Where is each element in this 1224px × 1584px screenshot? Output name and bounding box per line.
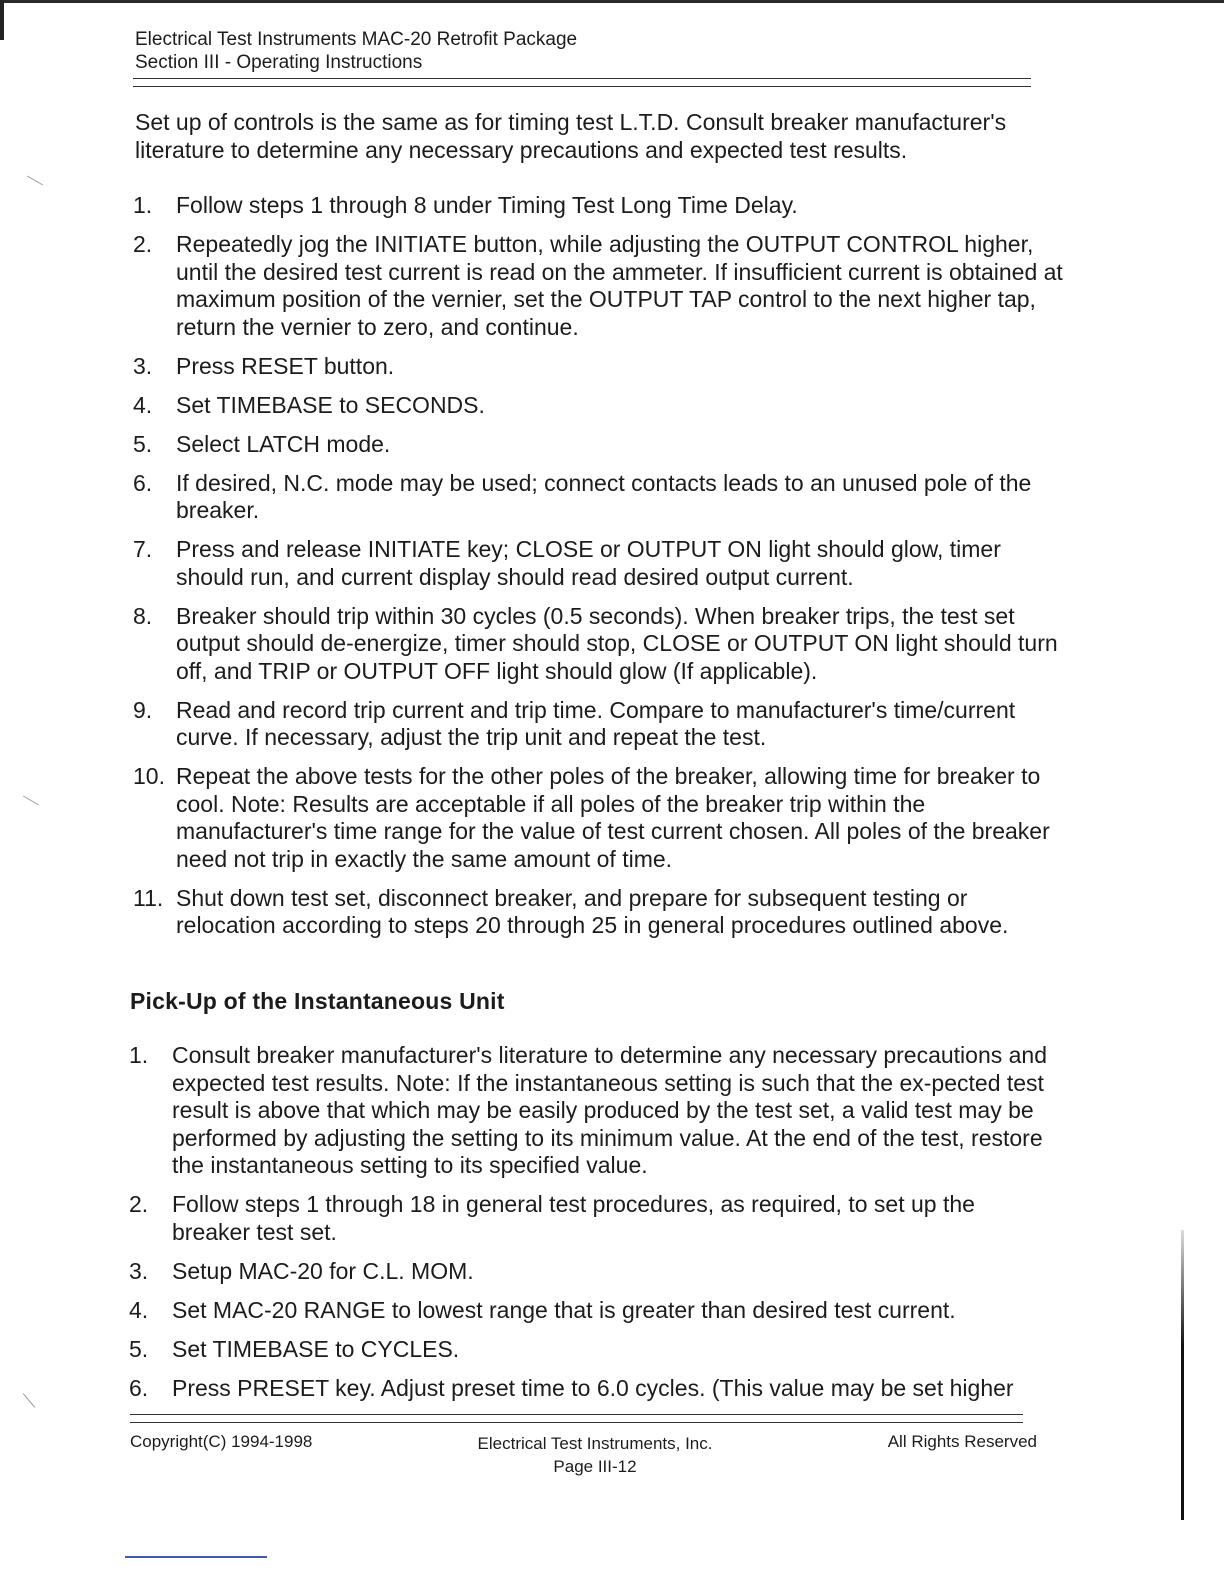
step-text: Setup MAC-20 for C.L. MOM. [172,1257,474,1284]
step-text: Press PRESET key. Adjust preset time to 6.0 cycles. (This value may be set higher [172,1374,1014,1401]
step-text: Follow steps 1 through 8 under Timing Test Long Time Delay. [176,192,798,218]
step-text: Set MAC-20 RANGE to lowest range that is greater than desired test current. [172,1296,956,1323]
step-number: 7. [133,536,153,562]
step-text: Read and record trip current and trip time. Compare to manufacturer's time/current curve. If necessary, adjust the trip unit and repeat the test. [176,696,1016,750]
step-number: 11. [133,884,164,911]
header-section: Section III - Operating Instructions [135,52,423,73]
footer-center [460,1432,730,1478]
step-number: 2. [133,231,153,257]
list-item [129,1258,1049,1286]
step-number: 5. [129,1335,149,1362]
footer-divider [130,1414,1023,1423]
step-text: Select LATCH mode. [176,430,391,457]
footer-copyright: Copyright(C) 1994-1998 [130,1432,313,1451]
step-text: If desired, N.C. mode may be used; connect contacts leads to an unused pole of the breaker. [176,469,1032,523]
step-text: Repeat the above tests for the other poles of the breaker, allowing time for breaker to cool. Note: Results are acceptable if all poles of the breaker trip within the manufacturer's time range for the value of test current chosen. All poles of the breaker need not trip in exactly the same amount of time. [176,763,1050,872]
step-text: Breaker should trip within 30 cycles (0.5 seconds). When breaker trips, the test set output should de-energize, timer should stop, CLOSE or OUTPUT ON light should turn off, and TRIP or OUTPUT OFF light should glow (If applicable). [176,602,1058,684]
step-number: 1. [133,192,153,218]
list-item [133,192,1073,220]
list-item [133,536,1073,591]
step-text: Consult breaker manufacturer's literature to determine any necessary precautions and expected test results. Note: If the instantaneous setting is such that the ex-pected test result is above that which may be easily produced by the test set, a valid test may be performed by adjusting the setting to its minimum value. At the end of the test, restore the instantaneous setting to its specified value. [172,1042,1048,1178]
list-item [129,1297,1049,1325]
pickup-steps-list [129,1042,1049,1414]
list-item [133,697,1073,752]
step-text: Press and release INITIATE key; CLOSE or OUTPUT ON light should glow, timer should run, and current display should read desired output current. [176,536,1001,590]
scan-edge-top [0,0,1224,3]
scan-edge-left [0,0,4,40]
list-item [133,431,1073,459]
step-text: Set TIMEBASE to SECONDS. [176,391,485,418]
step-number: 1. [129,1042,149,1068]
list-item [133,603,1073,686]
step-number: 8. [133,602,153,629]
scan-speck [23,1393,35,1407]
list-item [129,1042,1049,1180]
list-item [129,1191,1049,1246]
header-divider [133,78,1031,87]
step-number: 2. [129,1191,149,1217]
step-number: 6. [133,469,153,496]
header-title: Electrical Test Instruments MAC-20 Retrofit Package [135,29,578,50]
step-number: 3. [129,1257,149,1284]
step-text: Repeatedly jog the INITIATE button, while adjusting the OUTPUT CONTROL higher, until the desired test current is read on the ammeter. If insufficient current is obtained at maximum position of the vernier, set the OUTPUT TAP control to the next higher tap, return the vernier to zero, and continue. [176,231,1063,340]
scan-edge-right [1181,1230,1184,1520]
step-number: 4. [133,391,153,418]
scan-speck [23,796,39,806]
list-item [133,470,1073,525]
footer-company: Electrical Test Instruments, Inc. [477,1434,713,1453]
section-heading: Pick-Up of the Instantaneous Unit [130,988,505,1014]
step-number: 6. [129,1374,149,1401]
step-number: 9. [133,696,153,723]
scan-underline-mark [125,1556,267,1558]
list-item [133,763,1073,873]
step-text: Follow steps 1 through 18 in general test procedures, as required, to set up the breaker test set. [172,1191,975,1245]
step-number: 5. [133,430,153,457]
list-item [133,353,1073,381]
list-item [133,231,1073,341]
page-number: Page III-12 [553,1457,637,1476]
step-number: 3. [133,352,153,379]
timing-steps-list [133,192,1073,951]
step-text: Set TIMEBASE to CYCLES. [172,1335,460,1362]
scan-speck [27,176,43,186]
footer-rights: All Rights Reserved [887,1432,1037,1451]
step-text: Press RESET button. [176,352,395,379]
list-item [133,885,1073,940]
list-item [133,392,1073,420]
list-item [129,1375,1049,1403]
list-item [129,1336,1049,1364]
step-text: Shut down test set, disconnect breaker, and prepare for subsequent testing or relocation according to steps 20 through 25 in general procedures outlined above. [176,884,1009,938]
intro-paragraph: Set up of controls is the same as for timing test L.T.D. Consult breaker manufacturer's literature to determine any necessary precautions and expected test results. [135,109,1007,163]
step-number: 10. [133,763,165,789]
page-header [135,28,577,74]
step-number: 4. [129,1296,149,1323]
